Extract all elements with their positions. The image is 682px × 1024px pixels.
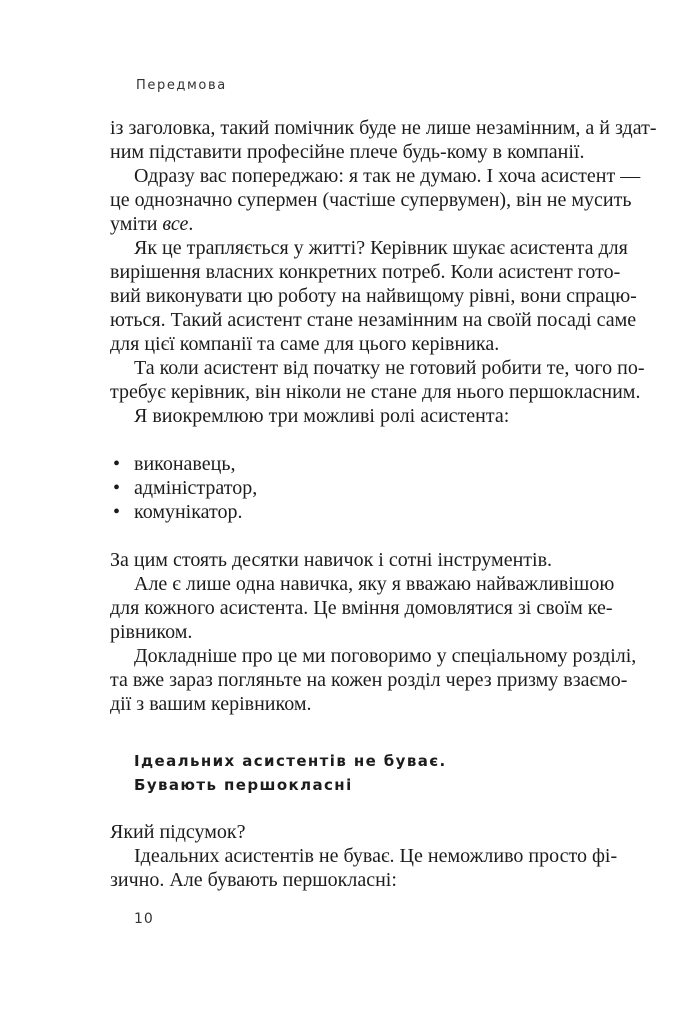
- body-text-line: Одразу вас попереджаю: я так не думаю. І хоча асистент —: [134, 165, 641, 187]
- bullet-item: адміністратор,: [134, 477, 258, 499]
- bullet-item: комунікатор.: [134, 501, 243, 523]
- body-text-line: рівником.: [110, 621, 193, 643]
- body-text-line: вий виконувати цю роботу на найвищому рівні, вони спрацю-: [110, 285, 637, 307]
- body-text-line: вирішення власних конкретних потреб. Коли асистент гото-: [110, 261, 621, 283]
- body-text-line: дії з вашим керівником.: [110, 693, 312, 715]
- body-text-line: Як це трапляється у житті? Керівник шукає асистента для: [134, 237, 628, 259]
- body-text-line: ються. Такий асистент стане незамінним на своїй посаді саме: [110, 309, 637, 331]
- body-text-line: Але є лише одна навичка, яку я вважаю найважливішою: [134, 573, 615, 595]
- body-text-line: зично. Але бувають першокласні:: [110, 869, 397, 891]
- bullet-marker: •: [113, 501, 121, 523]
- body-text-line: Ідеальних асистентів не буває. Це неможливо просто фі-: [134, 845, 618, 867]
- body-text-fragment: .: [188, 213, 194, 235]
- section-heading-line1: Ідеальних асистентів не буває.: [134, 752, 447, 770]
- running-header: Передмова: [136, 78, 227, 93]
- body-text-line: Докладніше про це ми поговоримо у спеціальному розділі,: [134, 645, 637, 667]
- body-text-fragment: уміти: [110, 213, 163, 235]
- body-text-line: Який підсумок?: [110, 821, 246, 843]
- body-text-line: це однозначно супермен (частіше супервумен), він не мусить: [110, 189, 632, 211]
- bullet-marker: •: [113, 477, 121, 499]
- body-text-line: За цим стоять десятки навичок і сотні інструментів.: [110, 549, 553, 571]
- emphasis-word: все: [162, 213, 189, 235]
- bullet-item: виконавець,: [134, 453, 236, 475]
- bullet-marker: •: [113, 453, 121, 475]
- body-text-line: Та коли асистент від початку не готовий робити те, чого по-: [134, 357, 645, 379]
- body-text-line: ним підставити професійне плече будь-кому в компанії.: [110, 141, 585, 163]
- body-text-line: для кожного асистента. Це вміння домовлятися зі своїм ке-: [110, 597, 613, 619]
- page-number: 10: [134, 911, 154, 927]
- body-text-line: для цієї компанії та саме для цього керівника.: [110, 333, 500, 355]
- body-text-line: та вже зараз погляньте на кожен розділ через призму взаємо-: [110, 669, 628, 691]
- body-text-line: із заголовка, такий помічник буде не лише незамінним, а й здат-: [110, 117, 657, 139]
- body-text-line: [110, 212, 193, 236]
- body-text-line: Я виокремлюю три можливі ролі асистента:: [134, 405, 510, 427]
- section-heading-line2: Бувають першокласні: [134, 776, 353, 794]
- body-text-line: требує керівник, він ніколи не стане для нього першокласним.: [110, 381, 641, 403]
